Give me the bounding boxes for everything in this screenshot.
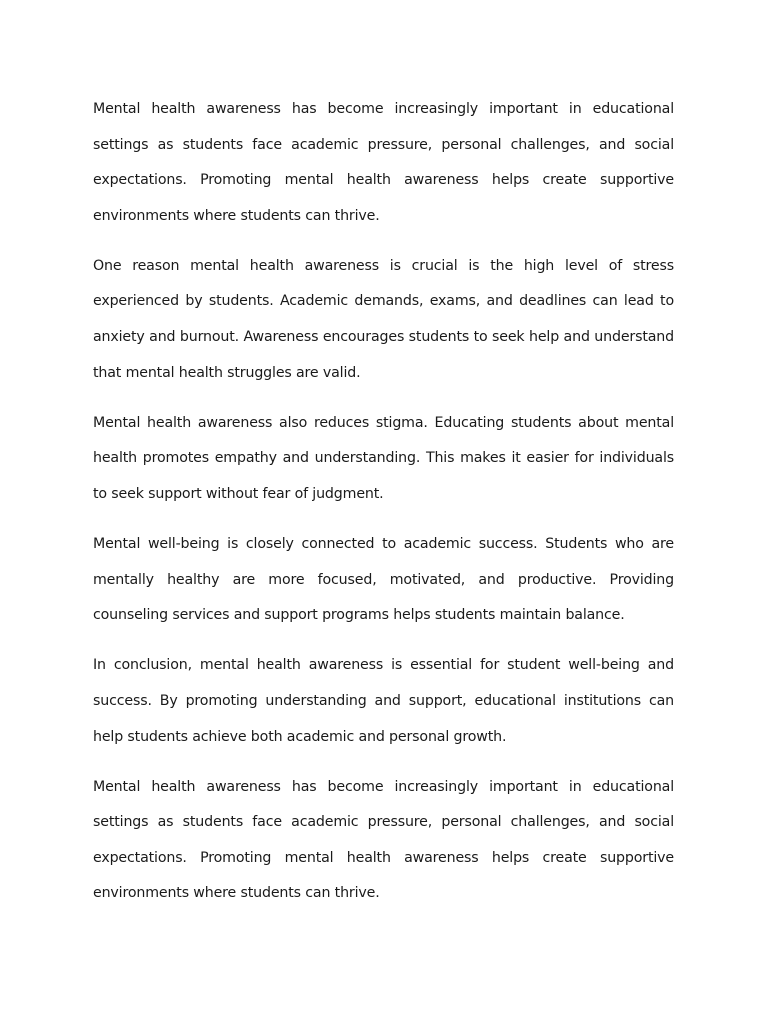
document-body: [93, 92, 674, 926]
paragraph-stress: One reason mental health awareness is crucial is the high level of stress experienced by students. Academic demands, exams, and deadlines can lead to anxiety and burnout. Awareness encourages students to seek help and understand that mental health struggles are valid.: [93, 257, 674, 381]
paragraph-stigma: Mental health awareness also reduces stigma. Educating students about mental health promotes empathy and understanding. This makes it easier for individuals to seek support without fear of judgment.: [93, 414, 674, 502]
paragraph-conclusion: In conclusion, mental health awareness is essential for student well-being and success. By promoting understanding and support, educational institutions can help students achieve both academic and personal growth.: [93, 657, 674, 745]
paragraph-academic-success: Mental well-being is closely connected to academic success. Students who are mentally healthy are more focused, motivated, and productive. Providing counseling services and support programs helps students maintain balance.: [93, 536, 674, 624]
paragraph-intro: Mental health awareness has become increasingly important in educational settings as students face academic pressure, personal challenges, and social expectations. Promoting mental health awareness helps create supportive environments where students can thrive.: [93, 101, 674, 224]
paragraph-intro-repeat: Mental health awareness has become increasingly important in educational settings as students face academic pressure, personal challenges, and social expectations. Promoting mental health awareness helps create supportive environments where students can thrive.: [93, 778, 674, 902]
